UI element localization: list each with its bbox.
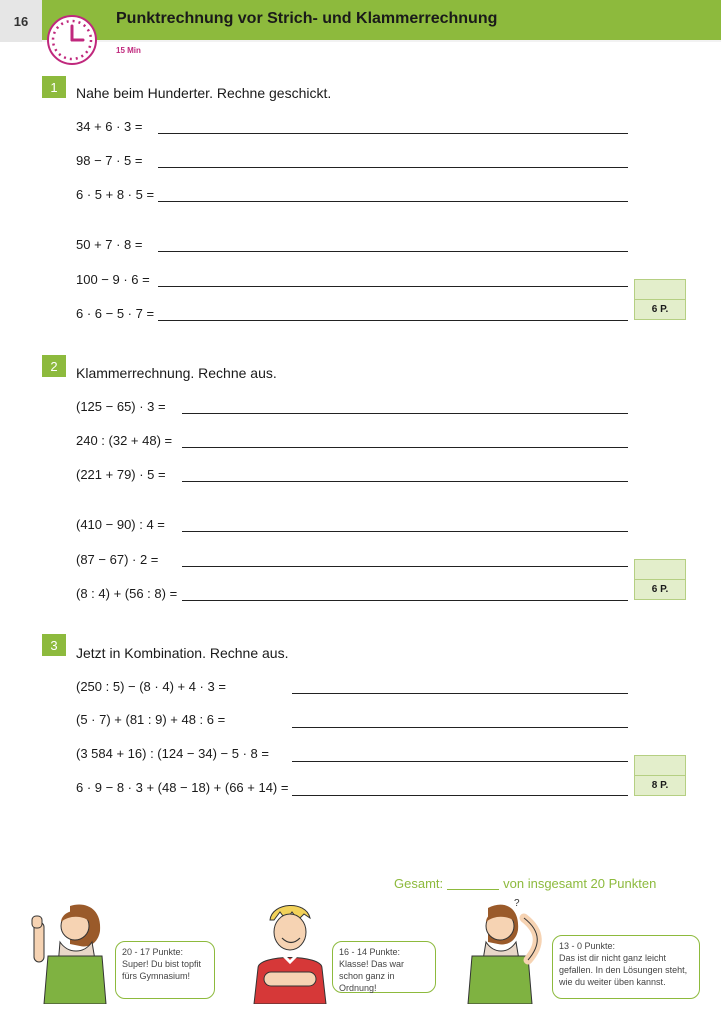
exercise-row: 34 + 6 · 3 = [76,119,143,134]
answer-line[interactable] [158,201,628,202]
feedback-text: Das ist dir nicht ganz leicht gefallen. In den Lösungen steht, wie du weiter üben kannst. [559,953,688,987]
max-points: 6 P. [634,299,686,320]
section-title: Nahe beim Hunderter. Rechne geschickt. [76,85,332,101]
time-label: 15 Min [116,46,141,55]
answer-line[interactable] [158,251,628,252]
answer-line[interactable] [182,481,628,482]
section-title: Jetzt in Kombination. Rechne aus. [76,645,289,661]
page-number: 16 [0,0,42,42]
total-input[interactable] [447,889,499,890]
feedback-text: Super! Du bist topfit fürs Gymnasium! [122,959,202,981]
score-box[interactable] [634,279,686,319]
exercise-row: 6 · 6 − 5 · 7 = [76,306,155,321]
exercise-row: (410 − 90) : 4 = [76,517,165,532]
exercise-row: 6 · 5 + 8 · 5 = [76,187,155,202]
exercise-row: (5 · 7) + (81 : 9) + 48 : 6 = [76,712,226,727]
section-number: 3 [42,634,66,656]
exercise-row: 240 : (32 + 48) = [76,433,173,448]
answer-line[interactable] [292,795,628,796]
feedback-bubble [552,935,700,999]
exercise-row: 50 + 7 · 8 = [76,237,143,252]
score-input[interactable] [634,755,686,776]
exercise-row: (221 + 79) · 5 = [76,467,166,482]
answer-line[interactable] [292,761,628,762]
thinking-girl-illustration [458,896,554,1004]
exercise-row: (125 − 65) · 3 = [76,399,166,414]
feedback-points: 13 - 0 Punkte: [559,941,616,951]
feedback-points: 20 - 17 Punkte: [122,947,184,957]
answer-line[interactable] [158,133,628,134]
answer-line[interactable] [158,320,628,321]
total-score [394,876,656,891]
exercise-row: 98 − 7 · 5 = [76,153,143,168]
feedback-bubble [332,941,436,993]
clock-icon [46,14,98,66]
answer-line[interactable] [292,727,628,728]
max-points: 8 P. [634,775,686,796]
exercise-row: (3 584 + 16) : (124 − 34) − 5 · 8 = [76,746,269,761]
score-input[interactable] [634,279,686,300]
thumbs-up-girl-illustration [30,896,110,1004]
exercise-row: (8 : 4) + (56 : 8) = [76,586,178,601]
answer-line[interactable] [158,167,628,168]
exercise-row: (87 − 67) · 2 = [76,552,159,567]
section-number: 2 [42,355,66,377]
section-title: Klammerrechnung. Rechne aus. [76,365,277,381]
score-input[interactable] [634,559,686,580]
answer-line[interactable] [182,413,628,414]
answer-line[interactable] [182,447,628,448]
exercise-row: (250 : 5) − (8 · 4) + 4 · 3 = [76,679,226,694]
answer-line[interactable] [182,600,628,601]
svg-text:?: ? [514,898,520,909]
answer-line[interactable] [292,693,628,694]
total-label: Gesamt: [394,876,444,891]
score-box[interactable] [634,559,686,599]
feedback-points: 16 - 14 Punkte: [339,947,401,957]
exercise-row: 100 − 9 · 6 = [76,272,150,287]
section-number: 1 [42,76,66,98]
exercise-row: 6 · 9 − 8 · 3 + (48 − 18) + (66 + 14) = [76,780,289,795]
score-box[interactable] [634,755,686,795]
answer-line[interactable] [158,286,628,287]
boy-arms-crossed-illustration [248,898,332,1004]
feedback-text: Klasse! Das war schon ganz in Ordnung! [339,959,405,993]
feedback-bubble [115,941,215,999]
total-suffix: von insgesamt 20 Punkten [503,876,657,891]
max-points: 6 P. [634,579,686,600]
answer-line[interactable] [182,531,628,532]
answer-line[interactable] [182,566,628,567]
page-title: Punktrechnung vor Strich- und Klammerrechnung [116,10,498,27]
